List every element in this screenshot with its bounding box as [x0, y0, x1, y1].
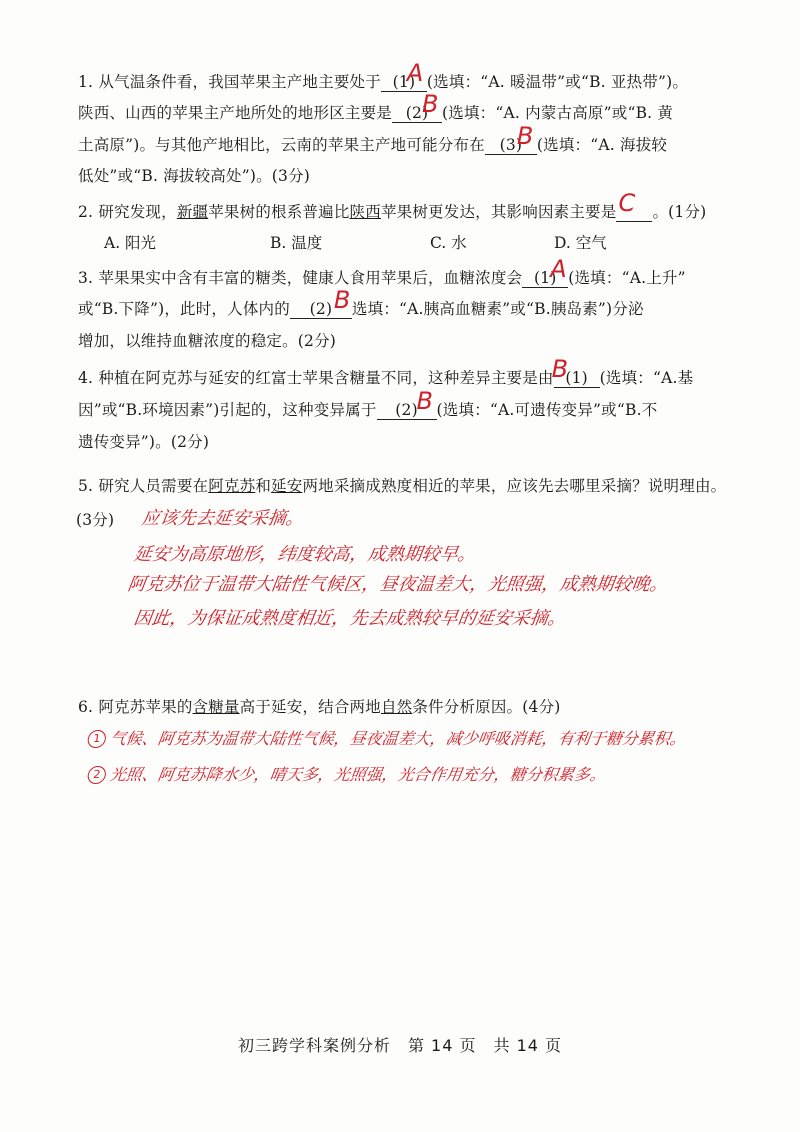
q6-circled-number-1: 1	[87, 730, 108, 748]
q3-blank1: (1) A	[522, 269, 568, 288]
q1-line4: 低处”或“B. 海拔较高处”)。(3分)	[78, 167, 311, 185]
q3-blank2: (2) B	[290, 300, 352, 319]
q2-option-c: C. 水	[430, 234, 467, 252]
q6-handwritten-point2: 2 光照、阿克苏降水少，晴天多，光照强，光合作用充分，糖分积累多。	[86, 762, 607, 785]
q4-answer1: B	[551, 355, 569, 383]
q3-answer1: A	[550, 255, 567, 283]
q3-answer2: B	[333, 286, 351, 314]
q2-answer: C	[618, 189, 636, 217]
q1-line2: 陕西、山西的苹果主产地所处的地形区主要是 (2) B (选填：“A. 内蒙古高原”或“B. 黄	[78, 90, 674, 122]
q2-option-b: B. 温度	[270, 234, 323, 252]
q2-blank	[616, 189, 652, 222]
q5-stem: 5. 研究人员需要在阿克苏和延安两地采摘成熟度相近的苹果，应该先去哪里采摘？说明理由。	[78, 477, 727, 495]
q4-blank2: (2) B	[377, 401, 437, 420]
q2-option-a: A. 阳光	[104, 234, 157, 252]
q5-handwritten-conclusion: 因此，为保证成熟度相近，先去成熟较早的延安采摘。	[132, 608, 568, 629]
q4-line2: 因”或“B.环境因素”)引起的，这种变异属于 (2) B (选填：“A.可遗传变异”或“B.不	[78, 387, 658, 419]
q3-line3: 增加，以维持血糖浓度的稳定。(2分)	[78, 332, 337, 350]
q3-line1: 3. 苹果果实中含有丰富的糖类，健康人食用苹果后，血糖浓度会 (1) A (选填：“A.上升”	[78, 255, 686, 287]
q5-handwritten-reason2: 阿克苏位于温带大陆性气候区，昼夜温差大，光照强，成熟期较晚。	[126, 574, 670, 595]
q1-blank2: (2) B	[392, 104, 442, 123]
q5-score: (3分)	[76, 511, 115, 529]
q1-answer2: B	[422, 90, 439, 118]
q1-blank3: (3) B	[485, 136, 537, 155]
q4-line1: 4. 种植在阿克苏与延安的红富士苹果含糖量不同，这种差异主要是由 (1) B (选填：“A.基	[78, 355, 694, 387]
q6-handwritten-point1: 1 气候、阿克苏为温带大陆性气候，昼夜温差大，减少呼吸消耗，有利于糖分累积。	[86, 726, 687, 749]
q1-line3: 土高原”)。与其他产地相比，云南的苹果主产地可能分布在 (3) B (选填：“A. 海拔较	[78, 122, 668, 154]
page-footer: 初三跨学科案例分析 第 14 页 共 14 页	[237, 1036, 563, 1055]
q4-blank1: (1) B	[554, 369, 600, 388]
q4-line3: 遗传变异”)。(2分)	[78, 433, 210, 451]
q6-stem: 6. 阿克苏苹果的含糖量高于延安，结合两地自然条件分析原因。(4分)	[78, 698, 561, 716]
q2-option-d: D. 空气	[554, 234, 607, 252]
q5-handwritten-answer: 应该先去延安采摘。	[140, 508, 306, 529]
q1-blank1: (1) A	[381, 73, 427, 92]
q5-handwritten-reason1: 延安为高原地形，纬度较高，成熟期较早。	[132, 544, 478, 565]
q6-circled-number-2: 2	[87, 766, 108, 784]
q1-answer1: A	[406, 59, 424, 87]
q1-line1: 1. 从气温条件看，我国苹果主产地主要处于 (1) A (选填：“A. 暖温带”或“B. 亚热带”)。	[78, 59, 689, 91]
q1-answer3: B	[516, 122, 534, 150]
q2-stem: 2. 研究发现，新疆苹果树的根系普遍比陕西苹果树更发达，其影响因素主要是 C 。(1分)	[78, 189, 707, 221]
q3-line2: 或“B.下降”)，此时，人体内的 (2) B 选填：“A.胰高血糖素”或“B.胰岛素”)分泌	[78, 286, 644, 318]
q4-answer2: B	[416, 387, 434, 415]
